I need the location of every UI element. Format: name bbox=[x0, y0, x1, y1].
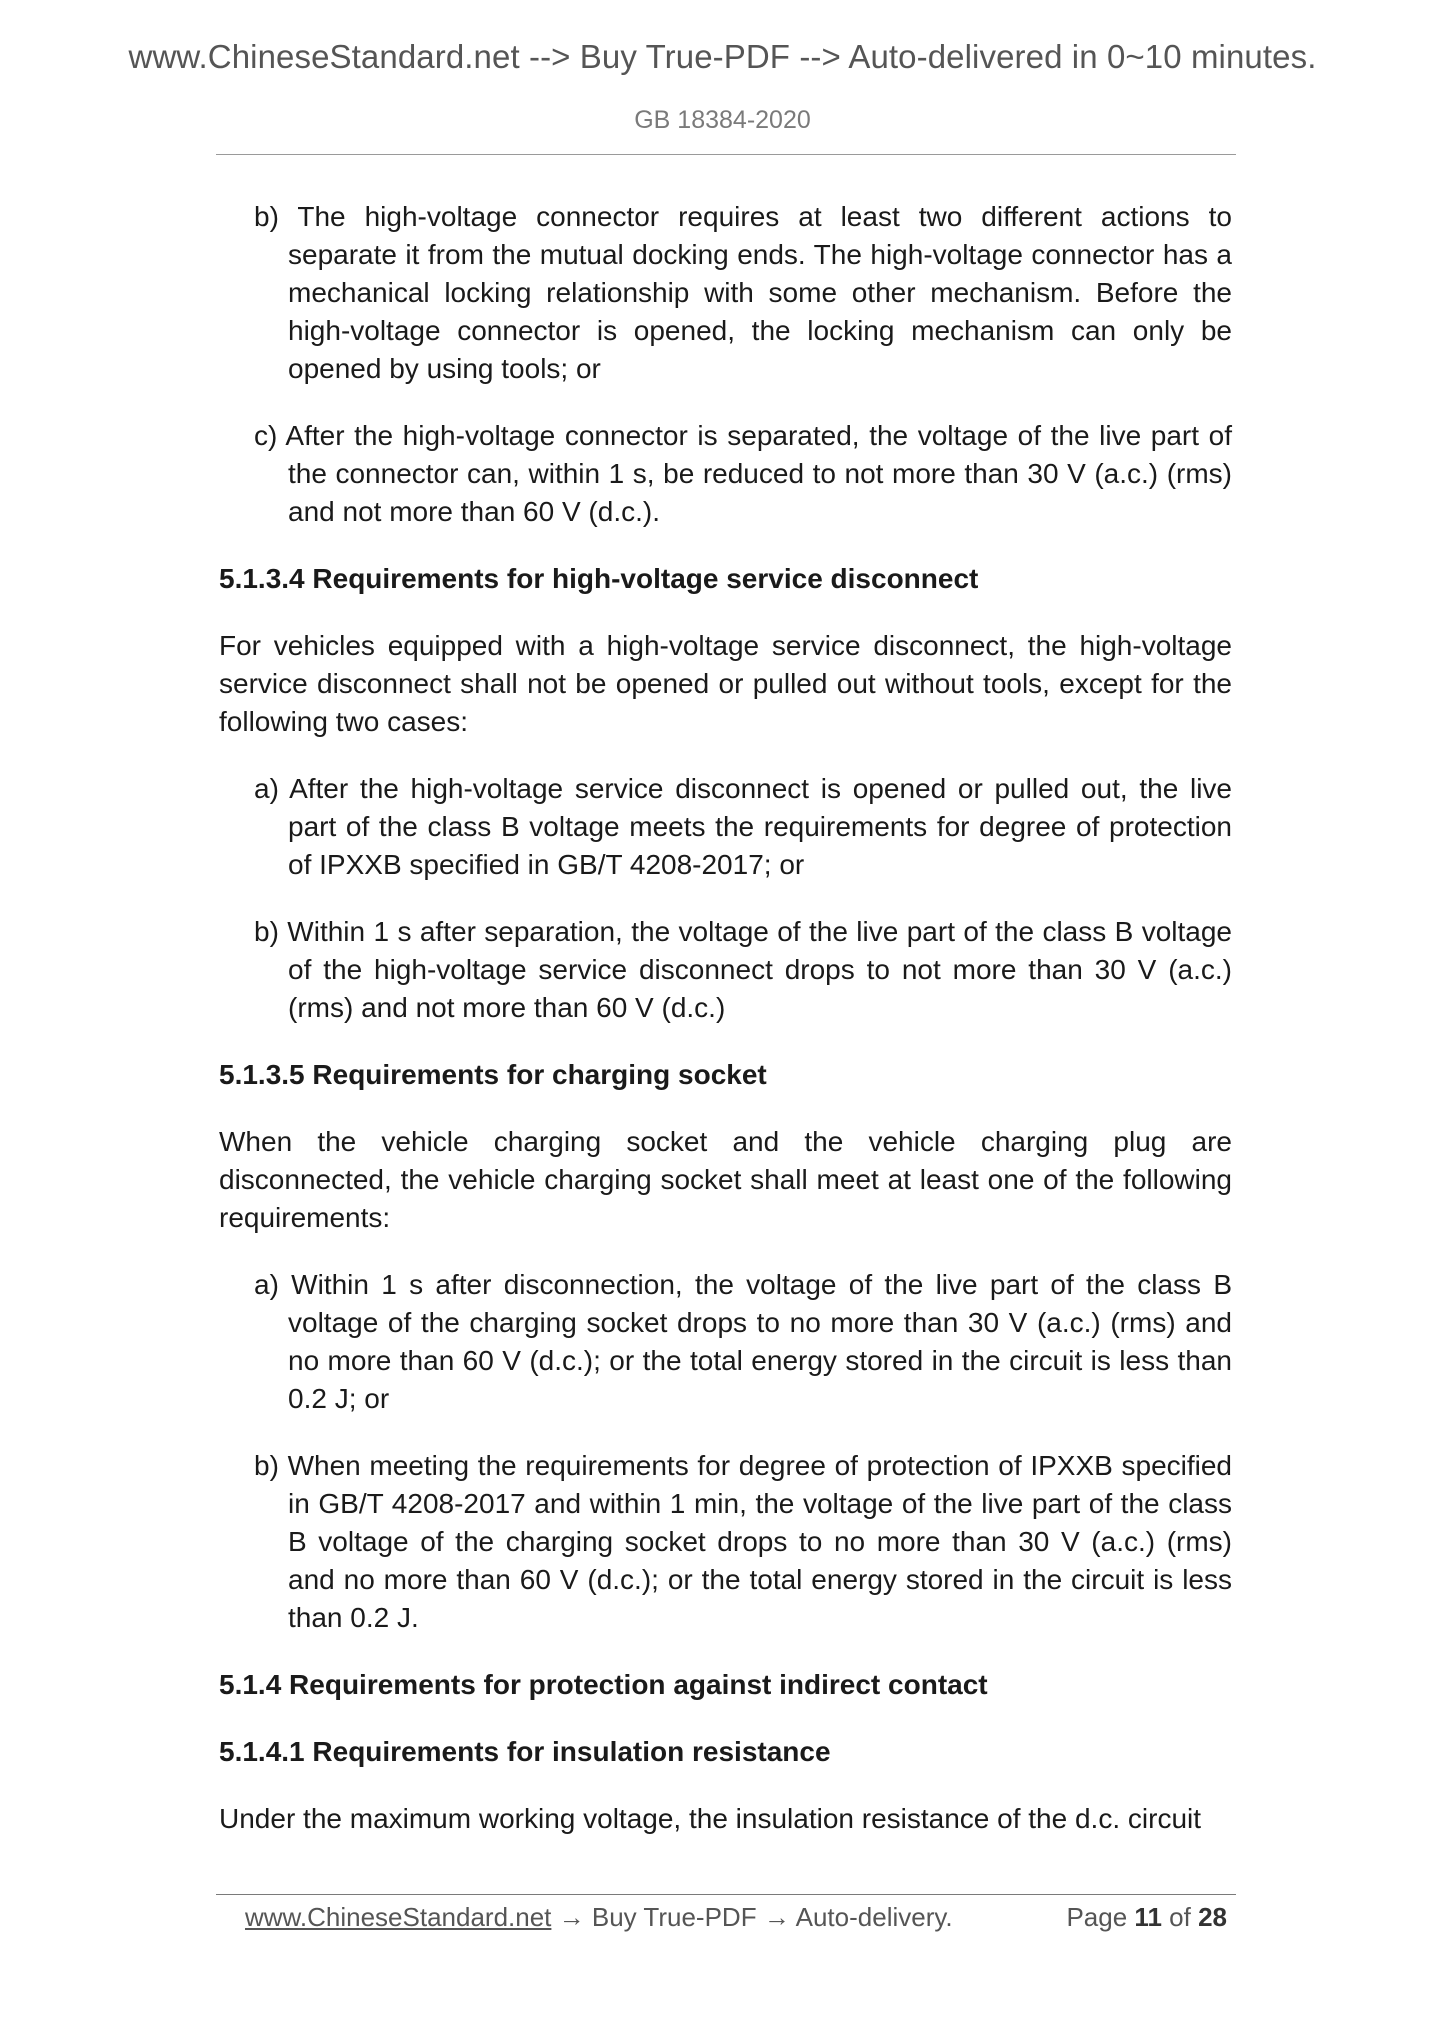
paragraph-5134: For vehicles equipped with a high-voltage service disconnect, the high-voltage service disconnect shall not be opened or pulled out without tools, except for the following two cases: bbox=[219, 630, 1232, 737]
list-item-a-5135: a) Within 1 s after disconnection, the voltage of the live part of the class B voltage of the charging socket drops to no more than 30 V (a.c.) (rms) and no more than 60 V (d.c.); or the total energy stored in the circuit is less than 0.2 J; or bbox=[254, 1269, 1232, 1414]
source-banner: www.ChineseStandard.net --> Buy True-PDF --> Auto-delivered in 0~10 minutes. bbox=[128, 38, 1317, 75]
arrow-right-icon: → bbox=[558, 1902, 585, 1932]
paragraph-5135: When the vehicle charging socket and the vehicle charging plug are disconnected, the vehicle charging socket shall meet at least one of the following requirements: bbox=[219, 1126, 1232, 1233]
footer-buy-text: Buy True-PDF bbox=[591, 1902, 757, 1932]
document-code: GB 18384-2020 bbox=[634, 106, 811, 134]
page-footer bbox=[245, 1900, 1235, 1934]
footer-divider bbox=[216, 1894, 1236, 1895]
list-item-b-5135: b) When meeting the requirements for degree of protection of IPXXB specified in GB/T 4208-2017 and within 1 min, the voltage of the live part of the class B voltage of the charging socket drops to no more than 30 V (a.c.) (rms) and no more than 60 V (d.c.); or the total energy stored in the circuit is less than 0.2 J. bbox=[254, 1450, 1232, 1633]
paragraph-5141: Under the maximum working voltage, the insulation resistance of the d.c. circuit bbox=[219, 1803, 1202, 1834]
page-content bbox=[219, 198, 1232, 1867]
header-divider bbox=[216, 154, 1236, 155]
list-item-b-connector: b) The high-voltage connector requires at least two different actions to separate it from the mutual docking ends. The high-voltage connector has a mechanical locking relationship with some other mechanism. Before the high-voltage connector is opened, the locking mechanism can only be opened by using tools; or bbox=[254, 201, 1232, 384]
section-heading-5134: 5.1.3.4 Requirements for high-voltage service disconnect bbox=[219, 563, 979, 594]
page-label: Page bbox=[1066, 1902, 1128, 1932]
arrow-right-icon: → bbox=[763, 1902, 790, 1932]
section-heading-5135: 5.1.3.5 Requirements for charging socket bbox=[219, 1059, 767, 1090]
section-heading-5141: 5.1.4.1 Requirements for insulation resistance bbox=[219, 1736, 831, 1767]
page-total: 28 bbox=[1198, 1902, 1227, 1932]
footer-site-link[interactable]: www.ChineseStandard.net bbox=[245, 1902, 552, 1932]
footer-delivery-text: Auto-delivery. bbox=[795, 1902, 953, 1932]
page-number bbox=[1066, 1900, 1227, 1934]
list-item-a-5134: a) After the high-voltage service disconnect is opened or pulled out, the live part of the class B voltage meets the requirements for degree of protection of IPXXB specified in GB/T 4208-2017; or bbox=[254, 773, 1232, 880]
list-item-b-5134: b) Within 1 s after separation, the voltage of the live part of the class B voltage of the high-voltage service disconnect drops to not more than 30 V (a.c.) (rms) and not more than 60 V (d.c.) bbox=[254, 916, 1232, 1023]
page-current: 11 bbox=[1134, 1902, 1162, 1932]
list-item-c-connector: c) After the high-voltage connector is separated, the voltage of the live part of the connector can, within 1 s, be reduced to not more than 30 V (a.c.) (rms) and not more than 60 V (d.c.). bbox=[254, 420, 1232, 527]
page-of-label: of bbox=[1169, 1902, 1191, 1932]
section-heading-514: 5.1.4 Requirements for protection against indirect contact bbox=[219, 1669, 988, 1700]
